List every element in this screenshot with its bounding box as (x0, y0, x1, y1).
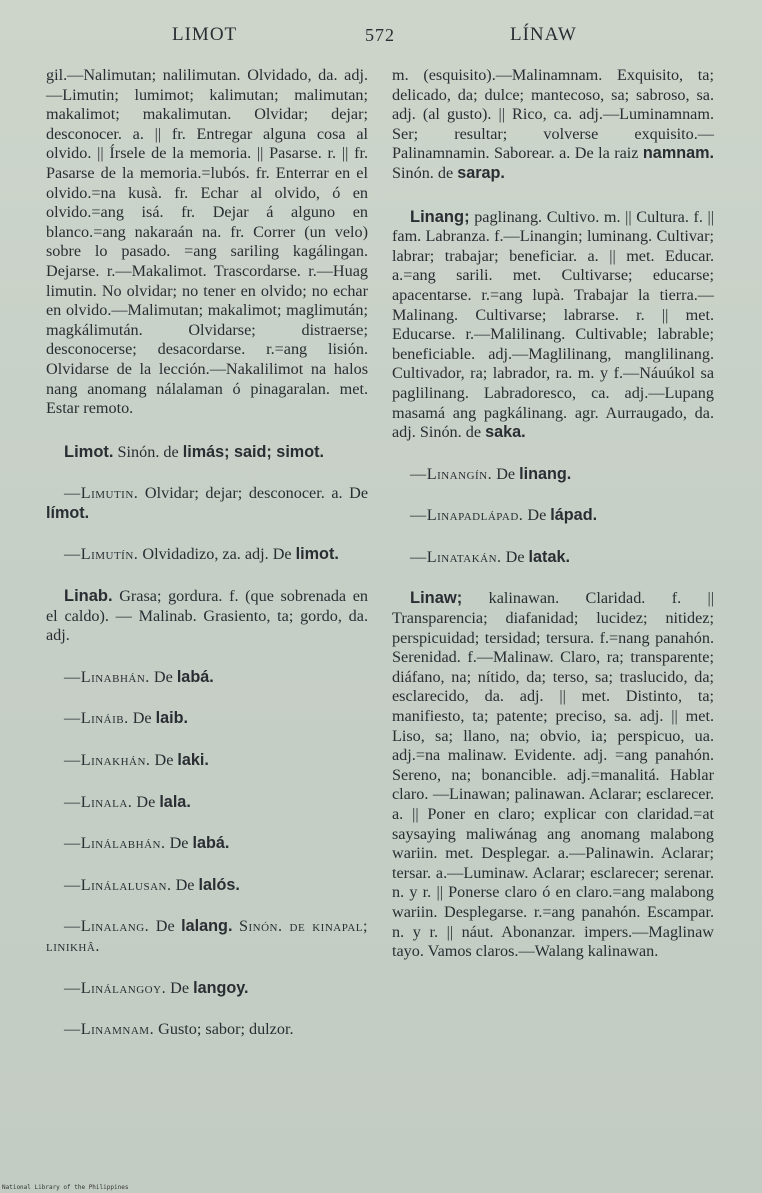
entry-linamnam-continued (392, 66, 714, 184)
derived-form: —Linálabhán. (64, 834, 166, 853)
entry-linalang (46, 917, 368, 956)
entry-text: paglinang. Cultivo. m. || Cultura. f. || fam. Labranza. f.—Linangin; luminang. Cultivar; labrar; trabajar; beneficiar. a. || met. Educar. a.=ang sarili. met. Cultivarse; educarse; apacentarse. r.=ang lupà. Trabajar la tierra.—Malinang. Cultivarse; labrarse. r. || met. Educarse. r.—Malilinang. Cultivable; labrable; beneficiable. adj.—Maglilinang, manglilinang. Cultivador, ra; labrador, ra. m. y f.—Náuúkol sa paglilinang. Labradoresco, ca. adj.—Lupang masamá ang pagkálinang. agr. Aurraugado, da. adj. Sinón. de (392, 207, 715, 442)
entry-linabhan (46, 668, 368, 688)
entry-limutin (46, 484, 368, 523)
entry-text: De (155, 917, 175, 936)
derived-form: —Linala. (64, 792, 133, 811)
entry-linamnam (46, 1020, 368, 1040)
entry-text: Gusto; sabor; dulzor. (158, 1020, 294, 1039)
entry-text: Sinón. de (392, 163, 454, 182)
headword: Linab. (64, 587, 113, 606)
cross-reference: saka. (485, 423, 526, 442)
entry-text: De (175, 875, 195, 894)
entry-text: De (132, 709, 152, 728)
entry-linang (392, 208, 714, 443)
derived-form: —Limutín. (64, 545, 139, 564)
headword: Linaw; (410, 589, 463, 608)
cross-reference: namnam. (642, 144, 714, 163)
entry-text: Sinón. de kinapal; linikhâ. (46, 917, 369, 955)
entry-limot-continued (46, 66, 368, 419)
entry-limutin-2 (46, 545, 368, 565)
cross-reference: labá. (192, 834, 230, 853)
entry-limot-synonyms (46, 443, 368, 463)
entry-linalabhan (46, 834, 368, 854)
entry-linakhan (46, 751, 368, 771)
entry-linaw (392, 589, 714, 961)
entry-text: Grasa; gordura. f. (que sobrenada en el caldo). — Malinab. Grasiento, ta; gordo, da. adj. (46, 587, 369, 645)
entry-linapadlapad (392, 506, 714, 526)
derived-form: —Linalang. (64, 917, 150, 936)
entry-text: De (170, 978, 190, 997)
left-column (46, 66, 368, 1062)
entry-text: De (496, 464, 516, 483)
entry-text: De (505, 547, 525, 566)
entry-text: Olvidadizo, za. adj. De (142, 545, 292, 564)
entry-linala (46, 793, 368, 813)
cross-reference: laki. (177, 751, 209, 770)
headword: Linang; (410, 207, 470, 226)
cross-reference: limot. (295, 545, 339, 564)
entry-text: De (154, 751, 174, 770)
entry-text: De (153, 667, 173, 686)
entry-linalalusan (46, 876, 368, 896)
entry-linalangoy (46, 979, 368, 999)
entry-text: De (169, 834, 189, 853)
entry-linaib (46, 709, 368, 729)
derived-form: —Linakhán. (64, 751, 151, 770)
cross-reference: lala. (159, 792, 191, 811)
derived-form: —Linabhán. (64, 667, 150, 686)
entry-linangin (392, 465, 714, 485)
cross-reference: langoy. (193, 978, 249, 997)
entry-text: gil.—Nalimutan; nalilimutan. Olvidado, da. adj.—Limutin; lumimot; kalimutan; malimutan; makalimot; makalimutan. Olvidar; dejar; desconocer. a. || fr. Entregar alguna cosa al olvido. || Írsele de la memoria. || Pasarse. r. || fr. Pasarse de la memoria.=lubós. fr. Enterrar en el olvido.=na kusà. fr. Echar al olvido, ó en olvido.=ang isá. fr. Dejar á alguno en blanco.=ang nakaraán na. fr. Correr (un velo) sobre lo pasado. =ang sariling kagálingan. Dejarse. r.—Makalimot. Trascordarse. r.—Huag limutin. No olvidar; no tener en olvido; no echar en olvido.—Malimutan; makalimot; maglimután; magkálimután. Olvidarse; distraerse; desconocerse; desacordarse. r.=ang lisión. Olvidarse de la lección.—Nakalilimot na halos nang anomang nálalaman ó pinagaralan. met. Estar remoto. (46, 66, 368, 418)
cross-reference: lápad. (550, 506, 598, 525)
header-left-guide-word: LIMOT (172, 24, 238, 45)
cross-reference: labá. (176, 667, 214, 686)
headword: Limot. (64, 442, 114, 461)
page-header (0, 24, 762, 54)
cross-reference: lalang. (181, 917, 233, 936)
derived-form: —Linatakán. (410, 547, 502, 566)
cross-reference: latak. (528, 547, 570, 566)
derived-form: —Limutin. (64, 484, 139, 503)
cross-reference: laib. (155, 709, 189, 728)
derived-form: —Lináib. (64, 709, 129, 728)
entry-text: Olvidar; dejar; desconocer. a. De (144, 484, 369, 503)
cross-reference: lalós. (198, 875, 240, 894)
derived-form: —Linapadlápad. (410, 506, 524, 525)
library-watermark: National Library of the Philippines (2, 1184, 129, 1191)
right-column (392, 66, 714, 984)
cross-reference: sarap. (457, 163, 505, 182)
entry-linatakan (392, 548, 714, 568)
derived-form: —Linamnam. (64, 1020, 155, 1039)
cross-reference: límot. (46, 503, 90, 522)
derived-form: —Linálangoy. (64, 978, 167, 997)
entry-text: m. (esquisito).—Malinamnam. Exquisito, ta; delicado, da; dulce; mantecoso, sa; sabroso, sa. adj. (al gusto). || Rico, ca. adj.—Luminamnam. Ser; resultar; volverse exquisito.—Palinamnamin. Saborear. a. De la raiz (392, 66, 714, 163)
page-number: 572 (365, 25, 395, 45)
entry-text: Sinón. de (117, 442, 179, 461)
entry-text: kalinawan. Claridad. f. || Transparencia; diafanidad; lucidez; nitidez; perspicuidad; tersidad; tersura. f.=nang panahón. Serenidad. f.—Malinaw. Claro, ra; transparente; diáfano, na; nítido, da; terso, sa; traslucido, da; esclarecido, da. adj. || met. Distinto, ta; manifiesto, ta; patente; preciso, sa. adj. || met. Liso, sa; llano, na; obvio, ia; perspicuo, ua. adj.=na malinaw. Evidente. adj. =ang panahón. Sereno, na; bonancible. adj.=manalitá. Hablar claro. —Linawan; palinawan. Aclarar; esclarecer. a. || Poner en claro; explicar con claridad.=at saysaying maliwánag ang anomang malabong wariin. met. Desplegar. a.—Palinawin. Aclarar; tersar. a.—Luminaw. Aclarar; esclarecer; serenar. n. y r. || Ponerse claro ó en claro.=ang malabong wariin. Desplegarse. r.=ang panahón. Escampar. n. y r. || náut. Abonanzar. impers.—Maglinaw tayo. Vamos claros.—Walang kalinawan. (392, 589, 714, 961)
header-right-guide-word: LÍNAW (510, 24, 577, 45)
derived-form: —Linangín. (410, 464, 493, 483)
entry-linab (46, 587, 368, 646)
entry-text: De (136, 792, 156, 811)
derived-form: —Linálalusan. (64, 875, 172, 894)
cross-reference: limás; said; simot. (182, 442, 324, 461)
cross-reference: linang. (519, 464, 572, 483)
entry-text: De (527, 506, 547, 525)
